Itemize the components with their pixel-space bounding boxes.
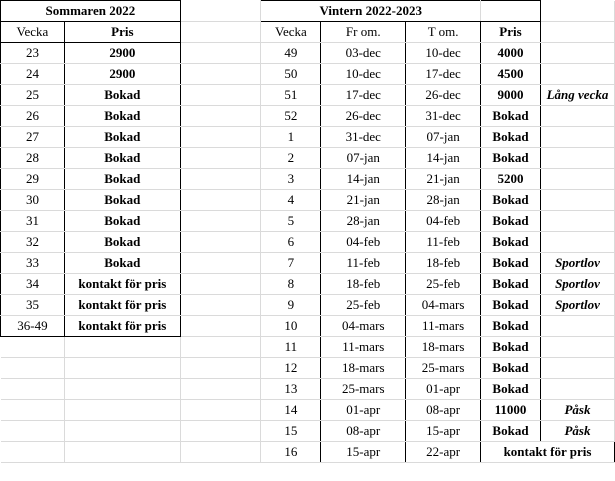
winter-price-cell[interactable]: Bokad (481, 253, 541, 274)
winter-title-spacer[interactable] (481, 1, 541, 22)
winter-to-cell[interactable]: 21-jan (406, 169, 481, 190)
empty-cell[interactable] (180, 64, 261, 85)
winter-header-from[interactable]: Fr om. (321, 22, 406, 43)
empty-cell[interactable] (180, 22, 261, 43)
winter-from-cell[interactable]: 14-jan (321, 169, 406, 190)
winter-price-cell[interactable]: Bokad (481, 232, 541, 253)
empty-cell[interactable] (64, 337, 180, 358)
winter-note-cell[interactable] (540, 127, 614, 148)
winter-week-cell[interactable]: 49 (261, 43, 321, 64)
summer-price-cell[interactable]: Bokad (64, 106, 180, 127)
sheet-row (1, 316, 615, 337)
winter-to-cell[interactable]: 04-feb (406, 211, 481, 232)
winter-to-cell[interactable]: 28-jan (406, 190, 481, 211)
winter-from-cell[interactable]: 21-jan (321, 190, 406, 211)
empty-cell[interactable] (64, 358, 180, 379)
summer-week-cell[interactable]: 28 (1, 148, 65, 169)
winter-price-cell[interactable]: Bokad (481, 358, 541, 379)
empty-cell[interactable] (180, 169, 261, 190)
winter-to-cell[interactable]: 10-dec (406, 43, 481, 64)
winter-note-cell[interactable] (540, 211, 614, 232)
empty-cell[interactable] (180, 232, 261, 253)
summer-price-cell[interactable]: Bokad (64, 211, 180, 232)
empty-cell[interactable] (180, 295, 261, 316)
winter-week-cell[interactable]: 5 (261, 211, 321, 232)
winter-from-cell[interactable]: 11-mars (321, 337, 406, 358)
winter-week-cell[interactable]: 9 (261, 295, 321, 316)
sheet-row (1, 253, 615, 274)
sheet-row (1, 358, 615, 379)
winter-price-cell[interactable]: Bokad (481, 316, 541, 337)
sheet-row (1, 43, 615, 64)
winter-from-cell[interactable]: 31-dec (321, 127, 406, 148)
empty-cell[interactable] (64, 421, 180, 442)
summer-price-cell[interactable]: Bokad (64, 148, 180, 169)
summer-week-cell[interactable]: 27 (1, 127, 65, 148)
winter-note-cell[interactable] (540, 316, 614, 337)
sheet-row (1, 421, 615, 442)
winter-from-cell[interactable]: 17-dec (321, 85, 406, 106)
summer-title[interactable]: Sommaren 2022 (1, 1, 181, 22)
winter-price-cell[interactable]: Bokad (481, 295, 541, 316)
winter-header-price[interactable]: Pris (481, 22, 541, 43)
empty-cell[interactable] (1, 421, 65, 442)
winter-to-cell[interactable]: 14-jan (406, 148, 481, 169)
winter-price-cell[interactable]: 9000 (481, 85, 541, 106)
summer-week-cell[interactable]: 29 (1, 169, 65, 190)
winter-header-week[interactable]: Vecka (261, 22, 321, 43)
sheet-row (1, 232, 615, 253)
summer-week-cell[interactable]: 32 (1, 232, 65, 253)
empty-cell[interactable] (1, 379, 65, 400)
empty-cell[interactable] (180, 379, 261, 400)
winter-note-cell[interactable] (540, 337, 614, 358)
empty-cell[interactable] (64, 400, 180, 421)
winter-to-cell[interactable]: 07-jan (406, 127, 481, 148)
summer-price-cell[interactable]: kontakt för pris (64, 274, 180, 295)
winter-to-cell[interactable]: 01-apr (406, 379, 481, 400)
winter-note-cell[interactable]: Lång vecka (540, 85, 614, 106)
summer-week-cell[interactable]: 33 (1, 253, 65, 274)
empty-cell[interactable] (180, 274, 261, 295)
winter-note-cell[interactable]: Sportlov (540, 295, 614, 316)
winter-week-cell[interactable]: 1 (261, 127, 321, 148)
winter-week-cell[interactable]: 8 (261, 274, 321, 295)
winter-price-cell[interactable]: Bokad (481, 106, 541, 127)
winter-price-cell[interactable]: 4500 (481, 64, 541, 85)
winter-note-cell[interactable] (540, 148, 614, 169)
winter-to-cell[interactable]: 26-dec (406, 85, 481, 106)
empty-cell[interactable] (64, 379, 180, 400)
winter-week-cell[interactable]: 51 (261, 85, 321, 106)
empty-cell[interactable] (180, 43, 261, 64)
empty-cell[interactable] (1, 337, 65, 358)
empty-cell[interactable] (180, 85, 261, 106)
empty-cell[interactable] (1, 442, 65, 463)
winter-week-cell[interactable]: 15 (261, 421, 321, 442)
sheet-row (1, 148, 615, 169)
empty-cell[interactable] (180, 127, 261, 148)
winter-note-cell[interactable] (540, 106, 614, 127)
empty-cell[interactable] (180, 316, 261, 337)
winter-price-cell[interactable]: kontakt för pris (481, 442, 615, 463)
winter-week-cell[interactable]: 50 (261, 64, 321, 85)
winter-to-cell[interactable]: 11-mars (406, 316, 481, 337)
winter-note-cell[interactable] (540, 169, 614, 190)
winter-price-cell[interactable]: Bokad (481, 211, 541, 232)
winter-note-cell[interactable]: Påsk (540, 421, 614, 442)
empty-cell[interactable] (180, 337, 261, 358)
winter-to-cell[interactable]: 08-apr (406, 400, 481, 421)
winter-price-cell[interactable]: 11000 (481, 400, 541, 421)
summer-week-cell[interactable]: 23 (1, 43, 65, 64)
winter-price-cell[interactable]: Bokad (481, 337, 541, 358)
winter-from-cell[interactable]: 04-feb (321, 232, 406, 253)
winter-from-cell[interactable]: 07-jan (321, 148, 406, 169)
empty-cell[interactable] (64, 442, 180, 463)
winter-week-cell[interactable]: 52 (261, 106, 321, 127)
winter-week-cell[interactable]: 14 (261, 400, 321, 421)
winter-price-cell[interactable]: Bokad (481, 379, 541, 400)
summer-price-cell[interactable]: Bokad (64, 190, 180, 211)
sheet-row (1, 1, 615, 22)
summer-price-cell[interactable]: Bokad (64, 232, 180, 253)
winter-week-cell[interactable]: 10 (261, 316, 321, 337)
sheet-row (1, 169, 615, 190)
winter-from-cell[interactable]: 28-jan (321, 211, 406, 232)
winter-price-cell[interactable]: Bokad (481, 274, 541, 295)
winter-from-cell[interactable]: 15-apr (321, 442, 406, 463)
winter-week-cell[interactable]: 6 (261, 232, 321, 253)
winter-from-cell[interactable]: 08-apr (321, 421, 406, 442)
empty-cell[interactable] (180, 358, 261, 379)
sheet-row (1, 190, 615, 211)
winter-from-cell[interactable]: 25-mars (321, 379, 406, 400)
winter-week-cell[interactable]: 4 (261, 190, 321, 211)
winter-from-cell[interactable]: 04-mars (321, 316, 406, 337)
empty-cell[interactable] (1, 358, 65, 379)
winter-to-cell[interactable]: 25-feb (406, 274, 481, 295)
summer-price-cell[interactable]: 2900 (64, 43, 180, 64)
sheet-row (1, 274, 615, 295)
sheet-row (1, 400, 615, 421)
winter-to-cell[interactable]: 31-dec (406, 106, 481, 127)
winter-note-cell[interactable] (540, 43, 614, 64)
empty-cell[interactable] (180, 148, 261, 169)
winter-from-cell[interactable]: 25-feb (321, 295, 406, 316)
empty-cell[interactable] (180, 211, 261, 232)
summer-header-week[interactable]: Vecka (1, 22, 65, 43)
summer-week-cell[interactable]: 34 (1, 274, 65, 295)
winter-week-cell[interactable]: 3 (261, 169, 321, 190)
empty-cell[interactable] (180, 106, 261, 127)
winter-price-cell[interactable]: Bokad (481, 127, 541, 148)
empty-cell[interactable] (180, 442, 261, 463)
summer-price-cell[interactable]: Bokad (64, 127, 180, 148)
winter-price-cell[interactable]: Bokad (481, 190, 541, 211)
sheet-row (1, 295, 615, 316)
winter-note-cell[interactable] (540, 64, 614, 85)
empty-cell[interactable] (180, 1, 261, 22)
summer-week-cell[interactable]: 30 (1, 190, 65, 211)
winter-to-cell[interactable]: 15-apr (406, 421, 481, 442)
winter-from-cell[interactable]: 10-dec (321, 64, 406, 85)
winter-to-cell[interactable]: 18-feb (406, 253, 481, 274)
winter-week-cell[interactable]: 13 (261, 379, 321, 400)
winter-note-cell[interactable]: Sportlov (540, 253, 614, 274)
winter-price-cell[interactable]: 4000 (481, 43, 541, 64)
summer-price-cell[interactable]: kontakt för pris (64, 295, 180, 316)
winter-to-cell[interactable]: 25-mars (406, 358, 481, 379)
winter-price-cell[interactable]: Bokad (481, 421, 541, 442)
summer-week-cell[interactable]: 36-49 (1, 316, 65, 337)
winter-note-cell[interactable] (540, 190, 614, 211)
sheet-row (1, 64, 615, 85)
winter-to-cell[interactable]: 04-mars (406, 295, 481, 316)
winter-title[interactable]: Vintern 2022-2023 (261, 1, 481, 22)
winter-to-cell[interactable]: 11-feb (406, 232, 481, 253)
winter-week-cell[interactable]: 2 (261, 148, 321, 169)
winter-note-cell[interactable] (540, 358, 614, 379)
winter-from-cell[interactable]: 01-apr (321, 400, 406, 421)
empty-cell[interactable] (180, 253, 261, 274)
summer-week-cell[interactable]: 26 (1, 106, 65, 127)
winter-to-cell[interactable]: 22-apr (406, 442, 481, 463)
winter-from-cell[interactable]: 11-feb (321, 253, 406, 274)
empty-cell[interactable] (1, 400, 65, 421)
winter-price-cell[interactable]: 5200 (481, 169, 541, 190)
empty-cell[interactable] (180, 190, 261, 211)
winter-note-cell[interactable] (540, 379, 614, 400)
winter-from-cell[interactable]: 18-mars (321, 358, 406, 379)
sheet-row (1, 22, 615, 43)
winter-to-cell[interactable]: 18-mars (406, 337, 481, 358)
summer-price-cell[interactable]: Bokad (64, 253, 180, 274)
winter-note-cell[interactable]: Påsk (540, 400, 614, 421)
winter-to-cell[interactable]: 17-dec (406, 64, 481, 85)
summer-price-cell[interactable]: 2900 (64, 64, 180, 85)
summer-price-cell[interactable]: kontakt för pris (64, 316, 180, 337)
sheet-row (1, 379, 615, 400)
summer-week-cell[interactable]: 35 (1, 295, 65, 316)
empty-cell[interactable] (180, 400, 261, 421)
winter-note-cell[interactable]: Sportlov (540, 274, 614, 295)
winter-from-cell[interactable]: 18-feb (321, 274, 406, 295)
summer-week-cell[interactable]: 31 (1, 211, 65, 232)
winter-week-cell[interactable]: 16 (261, 442, 321, 463)
sheet-row (1, 127, 615, 148)
winter-week-cell[interactable]: 11 (261, 337, 321, 358)
sheet-row (1, 85, 615, 106)
winter-note-cell[interactable] (540, 232, 614, 253)
winter-week-cell[interactable]: 12 (261, 358, 321, 379)
winter-from-cell[interactable]: 26-dec (321, 106, 406, 127)
sheet-row (1, 442, 615, 463)
winter-week-cell[interactable]: 7 (261, 253, 321, 274)
summer-price-cell[interactable]: Bokad (64, 85, 180, 106)
empty-cell[interactable] (180, 421, 261, 442)
winter-price-cell[interactable]: Bokad (481, 148, 541, 169)
winter-header-to[interactable]: T om. (406, 22, 481, 43)
summer-week-cell[interactable]: 24 (1, 64, 65, 85)
summer-header-price[interactable]: Pris (64, 22, 180, 43)
summer-price-cell[interactable]: Bokad (64, 169, 180, 190)
winter-from-cell[interactable]: 03-dec (321, 43, 406, 64)
empty-cell[interactable] (540, 1, 614, 22)
sheet-row (1, 337, 615, 358)
summer-week-cell[interactable]: 25 (1, 85, 65, 106)
sheet-row (1, 106, 615, 127)
sheet-row (1, 211, 615, 232)
empty-cell[interactable] (540, 22, 614, 43)
